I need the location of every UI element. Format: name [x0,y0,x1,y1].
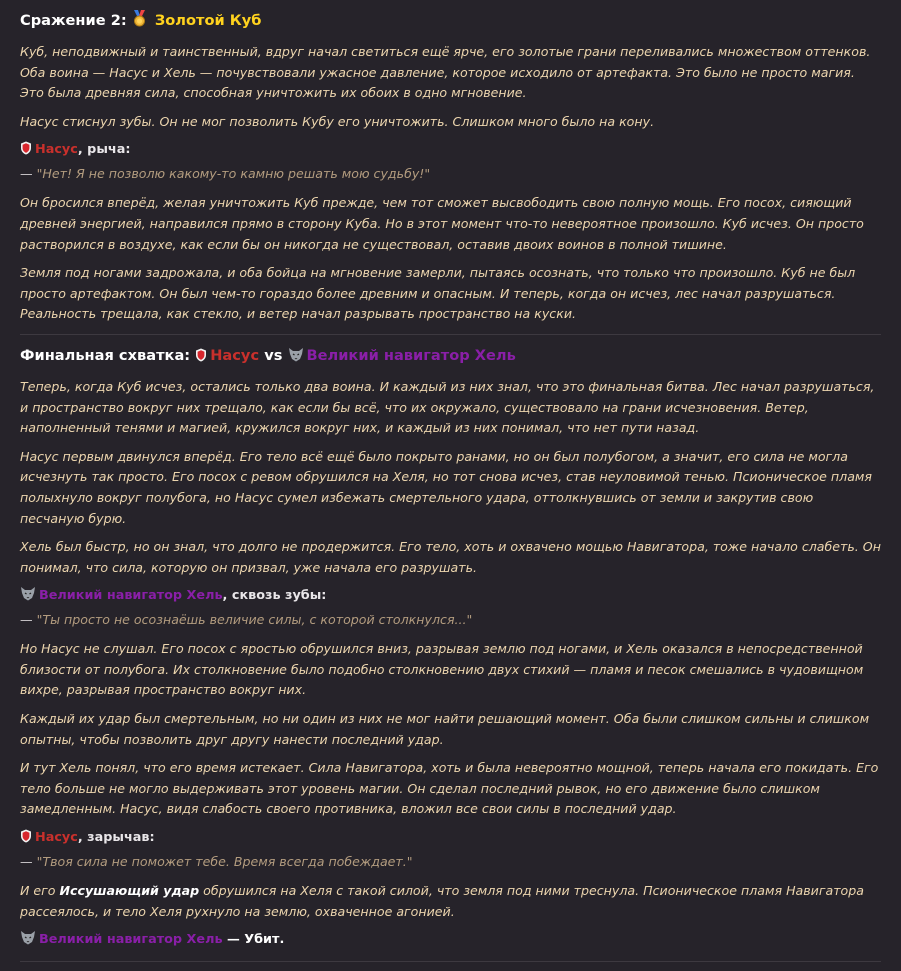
wolf-icon [288,347,304,368]
paragraph: Хель был быстр, но он знал, что долго не продержится. Его тело, хоть и охвачено мощью Навигатора, тоже начало слабеть. Он понимал, что сила, которую он призвал, уже начала его разрушать. [20,539,881,575]
speaker-name: Великий навигатор Хель [39,588,223,604]
paragraph-part: обрушился на Хеля с такой силой, что земля под ними треснула. Псионическое пламя Навигатора рассеялось, и тело Хеля рухнуло на землю, охваченное агонией. [20,883,864,919]
paragraph: Куб, неподвижный и таинственный, вдруг начал светиться ещё ярче, его золотые грани переливались множеством оттенков. Оба воина — Насус и Хель — почувствовали ужасное давление, которое исходило от артефакта. Это было не просто магия. Это была древняя сила, способная уничтожить их обоих в одно мгновение. [20,44,871,101]
speaker-action: , сквозь зубы: [222,588,327,604]
speaker-action: , зарычав: [77,830,155,846]
divider [20,961,881,962]
result-name: Великий навигатор Хель [39,932,223,948]
shield-icon [195,348,207,368]
shield-icon [20,829,32,850]
quote-text: "Ты просто не осознаёшь величие силы, с которой столкнулся..." [36,612,473,628]
quote-dash: — [20,612,33,628]
paragraph: И тут Хель понял, что его время истекает. Сила Навигатора, хоть и была невероятно мощной, теперь начала его покидать. Его тело больше не могло выдерживать этот уровень магии. Он сделал последний рывок, но его движение было слишком замедленным. Насус, видя слабость своего противника, вложил все свои силы в последний удар. [20,760,879,817]
speaker-name: Насус [35,142,78,158]
quote-dash: — [20,166,33,182]
paragraph: Насус стиснул зубы. Он не мог позволить Кубу его уничтожить. Слишком много было на кону. [20,113,655,129]
paragraph: Каждый их удар был смертельным, но ни один из них не мог найти решающий момент. Оба были слишком сильны и слишком опытны, чтобы позволить друг другу нанести последний удар. [20,711,870,747]
speaker-name: Насус [35,830,78,846]
battle2-prefix: Сражение 2: [20,12,127,29]
quote-text: "Нет! Я не позволю какому-то камню решать мою судьбу!" [36,166,431,182]
result-line [20,930,881,952]
quote [20,852,881,872]
wolf-icon [20,586,36,608]
divider [20,334,881,335]
paragraph: Земля под ногами задрожала, и оба бойца на мгновение замерли, пытаясь осознать, что только что произошло. Куб не был просто артефактом. Он был чем-то гораздо более древним и опасным. И теперь, когда он исчез, лес начал разрушаться. Реальность трещала, как стекло, и ветер начал разрывать пространство на куски. [20,265,856,322]
quote-text: "Твоя сила не поможет тебе. Время всегда побеждает." [36,854,413,870]
final-prefix: Финальная схватка: [20,346,191,364]
speaker-action: , рыча: [77,142,131,158]
paragraph-part: И его [20,883,60,899]
result-text: — Убит. [222,932,285,948]
battle2-heading [20,10,881,33]
speaker-line [20,140,881,162]
paragraph: Он бросился вперёд, желая уничтожить Куб прежде, чем тот сможет высвободить свою полную мощь. Его посох, сияющий древней энергией, направился прямо в сторону Куба. Но в этот момент что-то невероятное произошло. Куб исчез. Он просто растворился в воздухе, как если бы он никогда не существовал, оставив двоих воинов в полной тишине. [20,195,864,252]
paragraph: Теперь, когда Куб исчез, остались только два воина. И каждый из них знал, что это финальная битва. Лес начал разрушаться, и пространство вокруг них трещало, как если бы всё, что их окружало, существовало на грани исчезновения. Ветер, наполненный тенями и магией, кружился вокруг них, и каждый из них понимал, что нет пути назад. [20,378,875,436]
paragraph [20,881,881,922]
ability-name: Иссушающий удар [59,883,200,899]
paragraph: Но Насус не слушал. Его посох с яростью обрушился вниз, разрывая землю под ногами, и Хель оказался в непосредственной близости от полубога. Их столкновение было подобно столкновению двух стихий — пламя и песок смешались в чудовищном вихре, разрывая пространство вокруг них. [20,641,864,698]
quote [20,164,881,184]
speaker-line [20,586,881,608]
vs-label: vs [264,346,283,364]
final-heading [20,346,881,368]
shield-icon [20,141,32,162]
quote-dash: — [20,854,33,870]
speaker-line [20,828,881,850]
cube-name: Золотой Куб [154,12,262,29]
hel-name: Великий навигатор Хель [306,346,516,364]
medal-icon [132,10,147,33]
nasus-name: Насус [210,346,260,364]
quote [20,610,881,630]
wolf-icon [20,930,36,952]
paragraph: Насус первым двинулся вперёд. Его тело всё ещё было покрыто ранами, но он был полубогом, а значит, его сила не могла исчезнуть так просто. Его посох с ревом обрушился на Хеля, но тот снова исчез, став неуловимой тенью. Псионическое пламя полыхнуло вокруг полубога, но Насус сумел избежать смертельного удара, оттолкнувшись от земли и закрутив свою песчаную бурю. [20,448,872,526]
